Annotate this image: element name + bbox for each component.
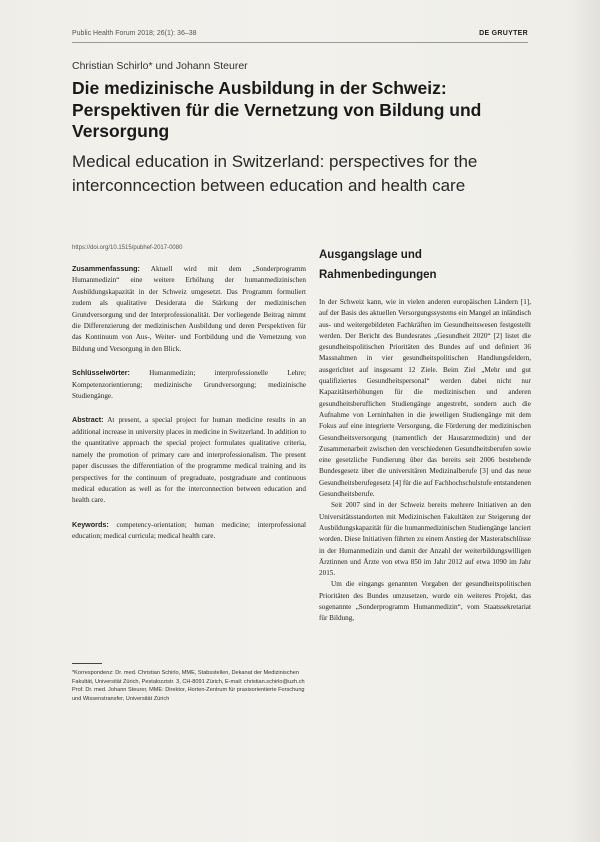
- abstract-german-label: Zusammenfassung:: [72, 264, 140, 273]
- keywords-english-text: competency-orientation; human medicine; interprofessional education; medical curricula; medical health care.: [72, 520, 307, 541]
- body-paragraph-1: In der Schweiz kann, wie in vielen anderen europäischen Ländern [1], auf der Basis des aktuellen Versorgungssystems ein Mangel an inländisch aus- und weitergebildeten Fachkräften im Gesundheitswesen festgestellt werden. Der Bericht des Bundesrates „Gesundheit 2020“ [2] listet die gesundheitspolitischen Prioritäten des Bundes auf und definiert 36 Massnahmen in vier gesundheitspolitischen Handlungsfeldern, ausgerichtet auf insgesamt 12 Ziele. Beim Ziel „Mehr und gut qualifiziertes Gesundheitspersonal“ werden dabei nicht nur Kapazitätserhöhungen für die medizinischen und anderen gesundheitsberuflichen Studiengänge angestrebt, sondern auch die Aufnahme von Lerninhalten in die jeweiligen Studiengänge mit dem Fokus auf eine integrierte Versorgung, die Förderung der medizinischen Gesundheitsversorgung (namentlich der Hausarztmedizin) und der Zusammenarbeit zwischen den verschiedenen Gesundheitsberufen sowie eine gesetzliche Fundierung über das bereits seit 2006 bestehende Bundesgesetz über die universitären Medizinalberufe [3] und das neue Gesundheitsberufegesetz [4] für die auf Fachhochschulstufe entstandenen Gesundheitsberufe.: [319, 298, 531, 499]
- abstract-german-text: Aktuell wird mit dem „Sonderprogramm Humanmedizin“ eine weitere Erhöhung der humanmedizinischen Ausbildungskapazität in der Schweiz umgesetzt. Das Programm formuliert zudem als qualitative Desiderata die Stärkung der medizinischen Grundversorgung und der Interprofessionalität. Der vorliegende Beitrag nimmt die Differenzierung der medizinischen Ausbildung und deren Perspektiven für das Kontinuum von Aus-, Weiter- und Fortbildung und die Vernetzung von Bildung und Versorgung in den Blick.: [72, 265, 307, 353]
- header-rule: [72, 42, 528, 43]
- body-paragraph-3: Um die eingangs genannten Vorgaben der gesundheitspolitischen Prioritäten des Bundes umzusetzen, wurde ein weiteres Projekt, das sogenannte „Sonderprogramm Humanmedizin“, vom Staatssekretariat für Bildung,: [319, 580, 531, 623]
- keywords-english: [72, 519, 306, 543]
- abstract-english-text: At present, a special project for human medicine results in an additional increase in university places in medicine in Switzerland. In addition to the quantitative approach the special project formulates qualitative criteria, namely the promotion of primary care and interprofessionalism. The present paper discusses the differentiation of the programme medical training and its perspectives for the continuum of pregraduate, postgraduate and continuous medical education as well as for the interconnection between education and health care.: [72, 416, 306, 505]
- keywords-german-label: Schlüsselwörter:: [72, 368, 130, 378]
- title-german: Die medizinische Ausbildung in der Schweiz: Perspektiven für die Vernetzung von Bildung und Versorgung: [72, 78, 482, 141]
- journal-citation: Public Health Forum 2018; 26(1): 36–38: [72, 30, 197, 37]
- title-english: Medical education in Switzerland: perspectives for the interconncection between education and health care: [72, 152, 478, 195]
- author-line: Christian Schirlo* und Johann Steurer: [72, 60, 248, 72]
- section-heading: Ausgangslage und Rahmenbedingungen: [319, 249, 437, 281]
- footnote-correspondence: *Korrespondenz: Dr. med. Christian Schirlo, MME, Stabsstellen, Dekanat der Medizinischen Fakultät, Universität Zürich, Pestalozzistr. 3, CH-8091 Zürich, E-mail: christian.schirlo@uzh.ch: [72, 670, 305, 685]
- footnote-second-author: Prof. Dr. med. Johann Steurer, MME: Direktor, Horten-Zentrum für praxisorientierte Forschung und Wissenstransfer, Universität Zürich: [72, 687, 305, 702]
- body-paragraph-2: Seit 2007 sind in der Schweiz bereits mehrere Initiativen an den Universitätsstandorten mit Medizinischen Fakultäten zur Steigerung der Ausbildungskapazität für die humanmedizinischen Studiengänge lanciert worden. Diese Initiativen führten zu einem Anstieg der Masterabschlüsse in der Humanmedizin und damit der Anzahl der weiterbildungswilligen Ärztinnen und Ärzte von etwa 850 im Jahr 2012 auf etwa 1090 im Jahr 2015.: [319, 501, 531, 578]
- keywords-german-text: Humanmedizin; interprofessionelle Lehre; Kompetenzorientierung; medizinische Grundversorgung; medizinische Studiengänge.: [72, 369, 306, 401]
- abstract-english: [72, 414, 306, 506]
- right-column: [319, 245, 531, 625]
- correspondence-footnote: [72, 663, 306, 703]
- publisher-logo: DE GRUYTER: [479, 30, 528, 37]
- abstract-german: [72, 263, 306, 355]
- keywords-german: [72, 367, 306, 402]
- keywords-english-label: Keywords:: [72, 519, 109, 529]
- footnote-rule: [72, 663, 102, 664]
- running-head: [72, 30, 528, 37]
- doi-link[interactable]: https://doi.org/10.1515/pubhef-2017-0080: [72, 245, 183, 251]
- abstract-english-label: Abstract:: [72, 415, 104, 425]
- left-column: [72, 245, 306, 555]
